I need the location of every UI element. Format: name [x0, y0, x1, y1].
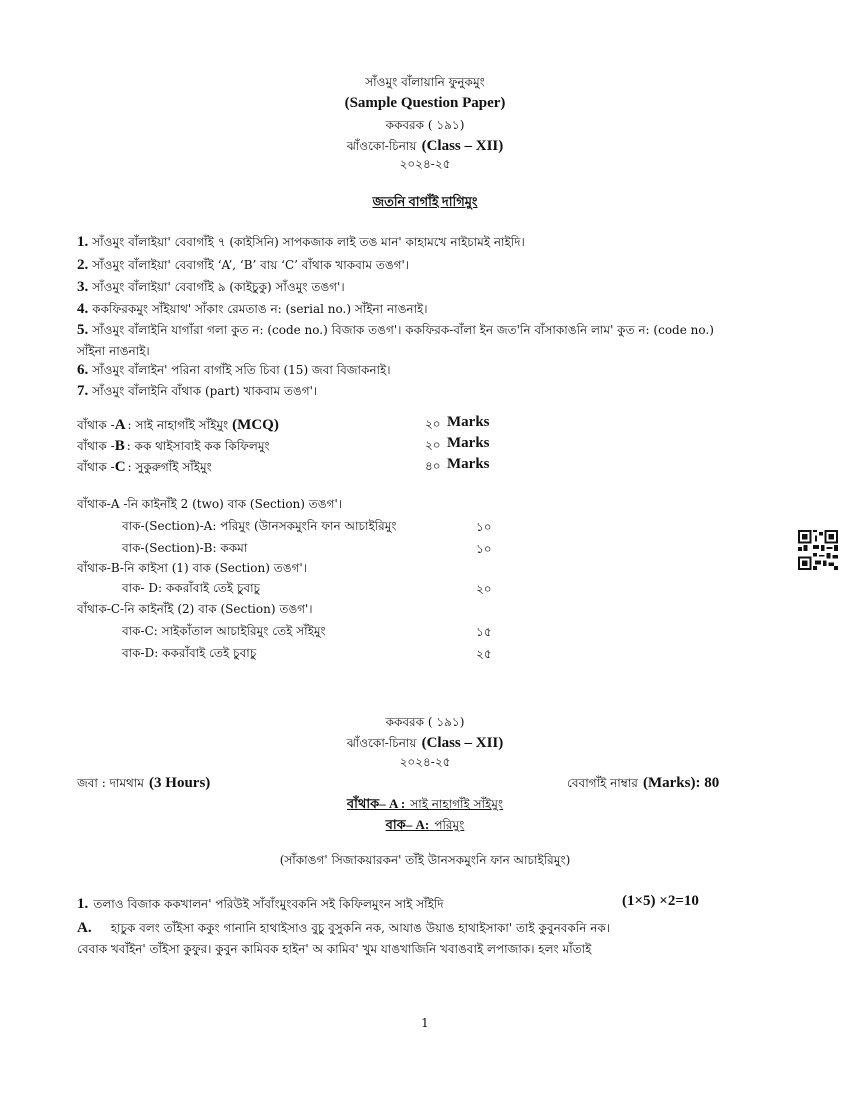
instruction-number: 3. — [77, 279, 89, 295]
breakdown-text: বাক-C: সাইকাঁতাল আচাইরিমুং তেই সাঁইমুং — [122, 624, 326, 638]
passage-a-label: A. — [77, 920, 92, 936]
header-class-value: (Class – XII) — [421, 138, 504, 154]
question-1-text: তলাও বিজাক ককখালন' পরিউই সাঁবাঁংমুংবকনি সই কিফিলমুংন সাই সাঁইদি — [93, 897, 444, 911]
breakdown-text: বাঁথাক-A -নি কাইনাঁই 2 (two) বাক (Section) তঙগ'। — [77, 497, 343, 511]
section-marks: ৪০ — [425, 459, 441, 473]
section-desc: : সুকুরুগাঁই সাঁইমুং — [127, 460, 212, 474]
instructions-title: জতনি বাগাঁই দাগিমুং — [372, 194, 478, 209]
part2-class — [0, 732, 850, 755]
section-marks-unit: Marks — [447, 435, 490, 451]
instruction-number: 7. — [77, 383, 89, 399]
breakdown-row — [77, 496, 342, 516]
section-marks-unit: Marks — [447, 456, 490, 472]
instruction-item — [77, 276, 345, 299]
breakdown-row — [122, 623, 326, 643]
section-letter: A — [114, 417, 126, 433]
section-letter: B — [114, 438, 125, 454]
instruction-text: সাঁওমুং বাঁলাইয়া' বেবাগাঁই ৭ (কাইসিনি) সাপকজাক লাই তঙ মান' কাহামখে নাইচামই নাইদি। — [92, 235, 525, 249]
question-1-number: 1. — [77, 896, 89, 912]
section-desc: : কক থাইসাবাই কক কিফিলমুং — [126, 439, 270, 453]
section-summary-row — [77, 456, 577, 479]
instruction-number: 6. — [77, 362, 89, 378]
instruction-item — [77, 231, 525, 254]
passage-a-line-2: বেবাক খবাঁইন' তাঁইসা কুফুর। কুবুন কামিবক হাইন' অ কামিব' খুম যাঙখাজিনি খবাঙবাই লপাজাক। হলং মাঁতাই — [77, 942, 592, 956]
header-class-prefix: ঝাঁওকো-চিনায় — [346, 139, 417, 153]
breakdown-text: বাক-(Section)-B: ককমা — [122, 541, 248, 555]
instruction-text: সাঁইনা নাঙনাই। — [77, 344, 150, 358]
instruction-number: 4. — [77, 301, 89, 317]
part2-class-prefix: ঝাঁওকো-চিনায় — [346, 736, 417, 750]
question-1 — [77, 893, 444, 916]
section-label: বাঁথাক - — [77, 460, 115, 474]
section-marks-unit: Marks — [447, 414, 490, 430]
section-letter: C — [114, 459, 126, 475]
instruction-item — [77, 380, 317, 403]
instruction-text: ককফিরকমুং সাঁইয়াথ' সাঁকাং রেমতাঙ ন: (serial no.) সাঁইনা নাঙনাই। — [92, 302, 428, 316]
part-a-label: বাঁথাক– A : — [346, 796, 406, 811]
breakdown-row — [122, 645, 256, 665]
page-number: 1 — [421, 1016, 429, 1030]
instruction-text: সাঁওমুং বাঁলাইনি যাগাঁরা গলা কুত ন: (code no.) বিজাক তঙগ'। ককফিরক-বাঁলা ইন জত'নি বাঁসাকাঙনি লাম' কুত ন: (code no.) — [92, 323, 714, 337]
section-tag: (MCQ) — [232, 417, 279, 433]
section-marks: ২০ — [425, 417, 441, 431]
breakdown-value: ১০ — [476, 520, 492, 534]
time-allowed — [77, 772, 210, 795]
breakdown-row — [122, 580, 260, 600]
section-a-desc: পরিমুং — [434, 818, 465, 832]
total-marks-value: (Marks): 80 — [643, 775, 720, 791]
instruction-number: 5. — [77, 322, 89, 338]
section-label: বাঁথাক - — [77, 418, 115, 432]
passage-a-line-1 — [77, 917, 610, 940]
part2-note: (সাঁকাঙগ' সিজাকয়ারকন' তাঁই উানসকমুংনি ফান আচাইরিমুং) — [279, 853, 571, 867]
breakdown-row — [77, 560, 307, 580]
instruction-item — [77, 319, 714, 342]
instruction-number: 2. — [77, 257, 89, 273]
section-summary-row — [77, 435, 577, 458]
breakdown-row — [122, 518, 397, 538]
breakdown-row — [122, 540, 247, 560]
section-label: বাঁথাক - — [77, 439, 115, 453]
section-marks: ২০ — [425, 438, 441, 452]
qr-code-icon — [798, 530, 838, 570]
header-line-1: সাঁওমুং বাঁলায়ানি ফুনুকমুং — [365, 75, 485, 89]
instruction-text: সাঁওমুং বাঁলাইয়া' বেবাগাঁই ‘A’, ‘B’ বায় ‘C’ বাঁথাক খাকবাম তঙগ'। — [92, 258, 410, 272]
instruction-item — [77, 254, 409, 277]
breakdown-text: বাঁথাক-B-নি কাইসা (1) বাক (Section) তঙগ'। — [77, 561, 307, 575]
header-year: ২০২৪-২৫ — [399, 157, 451, 171]
total-marks-label: বেবাগাঁই নাম্বার — [567, 776, 638, 790]
question-1-marks: (1×5) ×2=10 — [622, 893, 699, 909]
total-marks — [567, 772, 719, 795]
header-subject: ককবরক ( ১৯১) — [385, 118, 465, 132]
section-a-label: বাক– A: — [385, 817, 430, 832]
part2-class-value: (Class – XII) — [421, 735, 504, 751]
part-a-title — [0, 793, 850, 816]
breakdown-row — [77, 601, 313, 621]
breakdown-text: বাক- D: ককরাঁবাই তেই চুবাচু — [122, 581, 261, 595]
part2-subject: ককবরক ( ১৯১) — [385, 715, 465, 729]
section-desc: : সাই নাহাগাঁই সাঁইমুং — [127, 418, 229, 432]
instruction-item — [77, 359, 391, 382]
instruction-text: সাঁওমুং বাঁলাইন' পরিনা বাগাঁই সতি চিবা (15) জবা বিজাকনাই। — [92, 363, 391, 377]
header-class — [0, 135, 850, 158]
breakdown-text: বাক-D: ককরাঁবাই তেই চুবাচু — [122, 646, 257, 660]
instruction-item — [77, 298, 428, 321]
time-label: জবা : দামথাম — [77, 776, 144, 790]
breakdown-value: ১০ — [476, 542, 492, 556]
section-a-title — [0, 814, 850, 837]
instruction-text: সাঁওমুং বাঁলাইনি বাঁথাক (part) খাকবাম তঙগ'। — [92, 384, 318, 398]
breakdown-value: ২৫ — [476, 647, 492, 661]
part2-year: ২০২৪-২৫ — [399, 755, 451, 769]
breakdown-value: ২০ — [476, 582, 492, 596]
passage-a-text-1: হাচুক বলং তাঁইসা ককুং গানানি হাথাইসাও বুচু বুসুকনি নক, আযাঙ উয়াঙ হাথাইসাকা' তাই কুবুনবকনি নক। — [110, 921, 611, 935]
time-value: (3 Hours) — [149, 775, 211, 791]
section-summary-row — [77, 414, 577, 437]
part-a-desc: সাই নাহাগাঁই সাঁইমুং — [410, 797, 504, 811]
breakdown-text: বাঁথাক-C-নি কাইনাঁই (2) বাক (Section) তঙগ'। — [77, 602, 313, 616]
instruction-text: সাঁওমুং বাঁলাইয়া' বেবাগাঁই ৯ (কাইচুকু) সাঁওমুং তঙগ'। — [92, 280, 345, 294]
breakdown-value: ১৫ — [476, 625, 492, 639]
instruction-number: 1. — [77, 234, 89, 250]
header-sample-question-paper: (Sample Question Paper) — [344, 95, 506, 111]
breakdown-text: বাক-(Section)-A: পরিমুং (উানসকমুংনি ফান আচাইরিমুং — [122, 519, 397, 533]
